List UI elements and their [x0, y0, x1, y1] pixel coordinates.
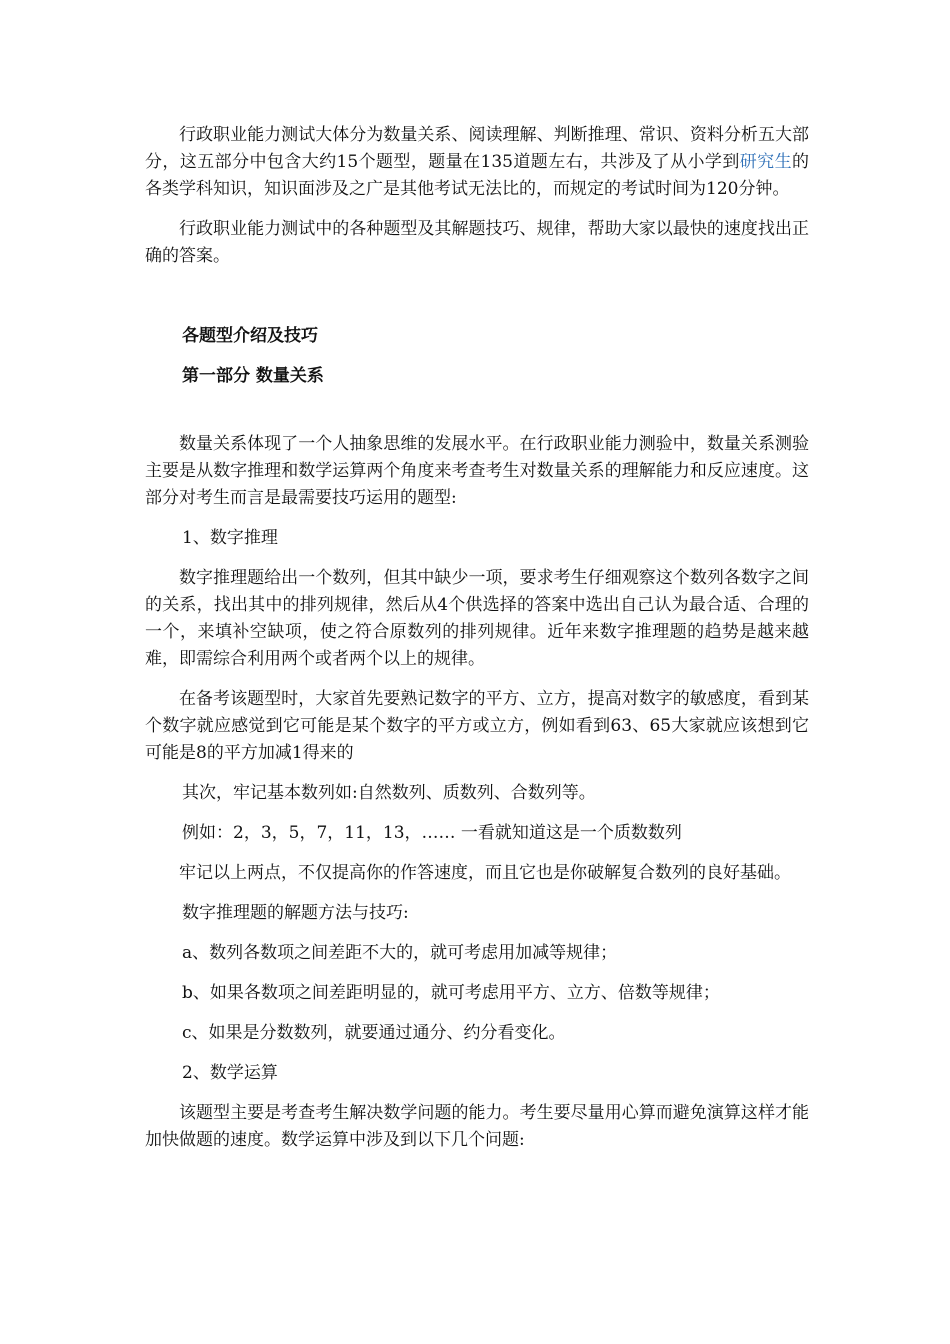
graduate-student-link[interactable]: 研究生 — [739, 152, 792, 172]
number-reasoning-paragraph: 数字推理题给出一个数列，但其中缺少一项，要求考生仔细观察这个数列各数字之间的关系，找出其中的排列规律，然后从4个供选择的答案中选出自己认为最合适、合理的一个，来填补空缺项，使之符合原数列的排列规律。近年来数字推理题的趋势是越来越难，即需综合利用两个或者两个以上的规律。 — [145, 568, 809, 669]
section-heading: 各题型介绍及技巧 — [182, 326, 318, 346]
method-b-line: b、如果各数项之间差距明显的，就可考虑用平方、立方、倍数等规律； — [182, 983, 720, 1003]
spacer — [145, 403, 809, 431]
summary-paragraph: 牢记以上两点，不仅提高你的作答速度，而且它也是你破解复合数列的良好基础。 — [179, 863, 791, 883]
example-line: 例如：2，3，5，7，11，13，…… 一看就知道这是一个质数数列 — [182, 823, 682, 843]
intro-text-after-link: 的各类学科知识，知识面涉及之广是其他考试无法比的，而规定的考试时间为120分钟。 — [145, 152, 809, 199]
intro-paragraph-1 — [145, 122, 809, 203]
part-heading: 第一部分 数量关系 — [182, 366, 324, 386]
quantity-intro-paragraph: 数量关系体现了一个人抽象思维的发展水平。在行政职业能力测验中，数量关系测验主要是从数字推理和数学运算两个角度来考查考生对数量关系的理解能力和反应速度。这部分对考生而言是最需要技巧运用的题型: — [145, 434, 809, 508]
spacer — [145, 283, 809, 323]
subsection-number-reasoning: 1、数字推理 — [182, 528, 278, 548]
intro-paragraph-2: 行政职业能力测试中的各种题型及其解题技巧、规律，帮助大家以最快的速度找出正确的答案。 — [145, 219, 809, 266]
intro-text-before-link: 行政职业能力测试大体分为数量关系、阅读理解、判断推理、常识、资料分析五大部分，这五部分中包含大约15个题型，题量在135道题左右，共涉及了从小学到 — [145, 125, 809, 172]
basic-sequences-line: 其次，牢记基本数列如:自然数列、质数列、合数列等。 — [182, 783, 596, 803]
method-a-line: a、数列各数项之间差距不大的，就可考虑用加减等规律； — [182, 943, 618, 963]
document-page — [145, 122, 809, 1167]
math-operation-paragraph: 该题型主要是考查考生解决数学问题的能力。考生要尽量用心算而避免演算这样才能加快做题的速度。数学运算中涉及到以下几个问题: — [145, 1103, 809, 1150]
method-c-line: c、如果是分数数列，就要通过通分、约分看变化。 — [182, 1023, 566, 1043]
preparation-paragraph: 在备考该题型时，大家首先要熟记数字的平方、立方，提高对数字的敏感度，看到某个数字就应感觉到它可能是某个数字的平方或立方，例如看到63、65大家就应该想到它可能是8的平方加减1得来的 — [145, 689, 809, 763]
subsection-math-operation: 2、数学运算 — [182, 1063, 278, 1083]
methods-heading-line: 数字推理题的解题方法与技巧: — [182, 903, 409, 923]
